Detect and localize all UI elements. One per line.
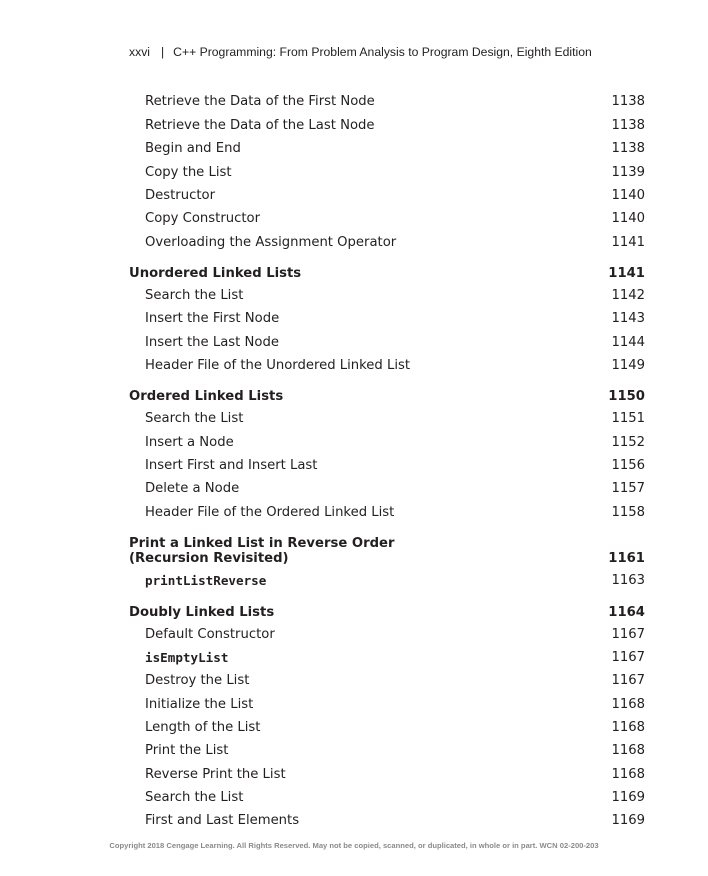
toc-entry bbox=[0, 505, 708, 527]
toc-entry bbox=[0, 767, 708, 789]
toc-entry-title: printListReverse bbox=[145, 573, 267, 588]
toc-entry bbox=[0, 813, 708, 835]
toc-entry-title: Insert First and Insert Last bbox=[145, 458, 318, 473]
toc-entry-title: Destructor bbox=[145, 188, 216, 203]
toc-entry-page-number: 1151 bbox=[611, 411, 645, 426]
toc-entry-page-number: 1150 bbox=[608, 389, 645, 404]
header-book-title: C++ Programming: From Problem Analysis to Program Design, Eighth Edition bbox=[173, 45, 592, 59]
toc-entry-page-number: 1168 bbox=[611, 697, 645, 712]
toc-entry-page-number: 1168 bbox=[611, 743, 645, 758]
toc-entry-page-number: 1138 bbox=[611, 118, 645, 133]
toc-section-entry bbox=[0, 389, 708, 411]
toc-entry-title: Search the List bbox=[145, 790, 244, 805]
toc-entry-page-number: 1169 bbox=[611, 813, 645, 828]
toc-entry-title: Copy Constructor bbox=[145, 211, 261, 226]
toc-entry bbox=[0, 481, 708, 503]
toc-entry-page-number: 1161 bbox=[608, 551, 645, 566]
toc-entry-title: Begin and End bbox=[145, 141, 241, 156]
toc-entry-title: Initialize the List bbox=[145, 697, 254, 712]
toc-entry-page-number: 1138 bbox=[611, 141, 645, 156]
toc-entry-title: Header File of the Ordered Linked List bbox=[145, 505, 395, 520]
toc-entry bbox=[0, 335, 708, 357]
toc-entry-title: Search the List bbox=[145, 288, 244, 303]
toc-entry-title: First and Last Elements bbox=[145, 813, 300, 828]
toc-entry-title: Retrieve the Data of the First Node bbox=[145, 94, 375, 109]
toc-entry-page-number: 1149 bbox=[611, 358, 645, 373]
toc-entry-page-number: 1164 bbox=[608, 605, 645, 620]
toc-entry bbox=[0, 435, 708, 457]
header-page-number: xxvi bbox=[129, 45, 150, 59]
toc-entry bbox=[0, 165, 708, 187]
toc-entry bbox=[0, 720, 708, 742]
toc-entry-title: Default Constructor bbox=[145, 627, 275, 642]
toc-entry bbox=[0, 627, 708, 649]
toc-entry-page-number: 1167 bbox=[611, 627, 645, 642]
toc-entry bbox=[0, 288, 708, 310]
toc-entry bbox=[0, 94, 708, 116]
toc-section-entry bbox=[0, 536, 708, 566]
toc-entry-title: Destroy the List bbox=[145, 673, 250, 688]
toc-entry bbox=[0, 188, 708, 210]
toc-entry-page-number: 1157 bbox=[611, 481, 645, 496]
toc-entry-title: Unordered Linked Lists bbox=[129, 266, 302, 281]
toc-entry-page-number: 1144 bbox=[611, 335, 645, 350]
toc-entry bbox=[0, 458, 708, 480]
toc-entry-title: Ordered Linked Lists bbox=[129, 389, 284, 404]
toc-entry-page-number: 1141 bbox=[608, 266, 645, 281]
toc-entry-page-number: 1140 bbox=[611, 188, 645, 203]
toc-entry-page-number: 1156 bbox=[611, 458, 645, 473]
toc-entry-page-number: 1168 bbox=[611, 767, 645, 782]
toc-entry bbox=[0, 118, 708, 140]
header-separator: | bbox=[161, 45, 165, 59]
toc-entry-title: isEmptyList bbox=[145, 650, 229, 665]
toc-entry-page-number: 1168 bbox=[611, 720, 645, 735]
toc-section-entry bbox=[0, 266, 708, 288]
toc-entry-page-number: 1142 bbox=[611, 288, 645, 303]
toc-entry-title: Reverse Print the List bbox=[145, 767, 286, 782]
toc-entry bbox=[0, 311, 708, 333]
toc-entry-title: Overloading the Assignment Operator bbox=[145, 235, 397, 250]
toc-entry-title: Insert a Node bbox=[145, 435, 234, 450]
toc-entry-page-number: 1169 bbox=[611, 790, 645, 805]
toc-section-entry bbox=[0, 605, 708, 627]
toc-entry-title: Length of the List bbox=[145, 720, 261, 735]
toc-entry-page-number: 1163 bbox=[611, 573, 645, 588]
toc-entry-title: Retrieve the Data of the Last Node bbox=[145, 118, 375, 133]
toc-entry-page-number: 1138 bbox=[611, 94, 645, 109]
toc-entry bbox=[0, 411, 708, 433]
toc-entry-page-number: 1141 bbox=[611, 235, 645, 250]
toc-entry bbox=[0, 673, 708, 695]
toc-entry-title: Search the List bbox=[145, 411, 244, 426]
toc-entry bbox=[0, 235, 708, 257]
toc-entry-page-number: 1167 bbox=[611, 650, 645, 665]
toc-entry bbox=[0, 573, 708, 595]
toc-entry-title: Insert the Last Node bbox=[145, 335, 279, 350]
toc-entry-page-number: 1140 bbox=[611, 211, 645, 226]
toc-entry-page-number: 1158 bbox=[611, 505, 645, 520]
toc-entry-title: Print the List bbox=[145, 743, 229, 758]
toc-entry-page-number: 1167 bbox=[611, 673, 645, 688]
toc-entry bbox=[0, 697, 708, 719]
toc-entry-page-number: 1139 bbox=[611, 165, 645, 180]
toc-entry bbox=[0, 358, 708, 380]
toc-entry-title: Header File of the Unordered Linked List bbox=[145, 358, 411, 373]
copyright-footer: Copyright 2018 Cengage Learning. All Rights Reserved. May not be copied, scanned, or duplicated, in whole or in part. WCN 02-200-203 bbox=[109, 841, 599, 850]
toc-entry-page-number: 1143 bbox=[611, 311, 645, 326]
toc-entry bbox=[0, 141, 708, 163]
toc-entry-title: Insert the First Node bbox=[145, 311, 280, 326]
toc-entry-title: Doubly Linked Lists bbox=[129, 605, 275, 620]
toc-entry bbox=[0, 211, 708, 233]
toc-entry bbox=[0, 743, 708, 765]
toc-entry-title: Print a Linked List in Reverse Order (Recursion Revisited) bbox=[129, 536, 395, 566]
toc-entry-title: Delete a Node bbox=[145, 481, 240, 496]
toc-entry-page-number: 1152 bbox=[611, 435, 645, 450]
toc-entry bbox=[0, 790, 708, 812]
toc-entry-title: Copy the List bbox=[145, 165, 232, 180]
toc-entry bbox=[0, 650, 708, 672]
